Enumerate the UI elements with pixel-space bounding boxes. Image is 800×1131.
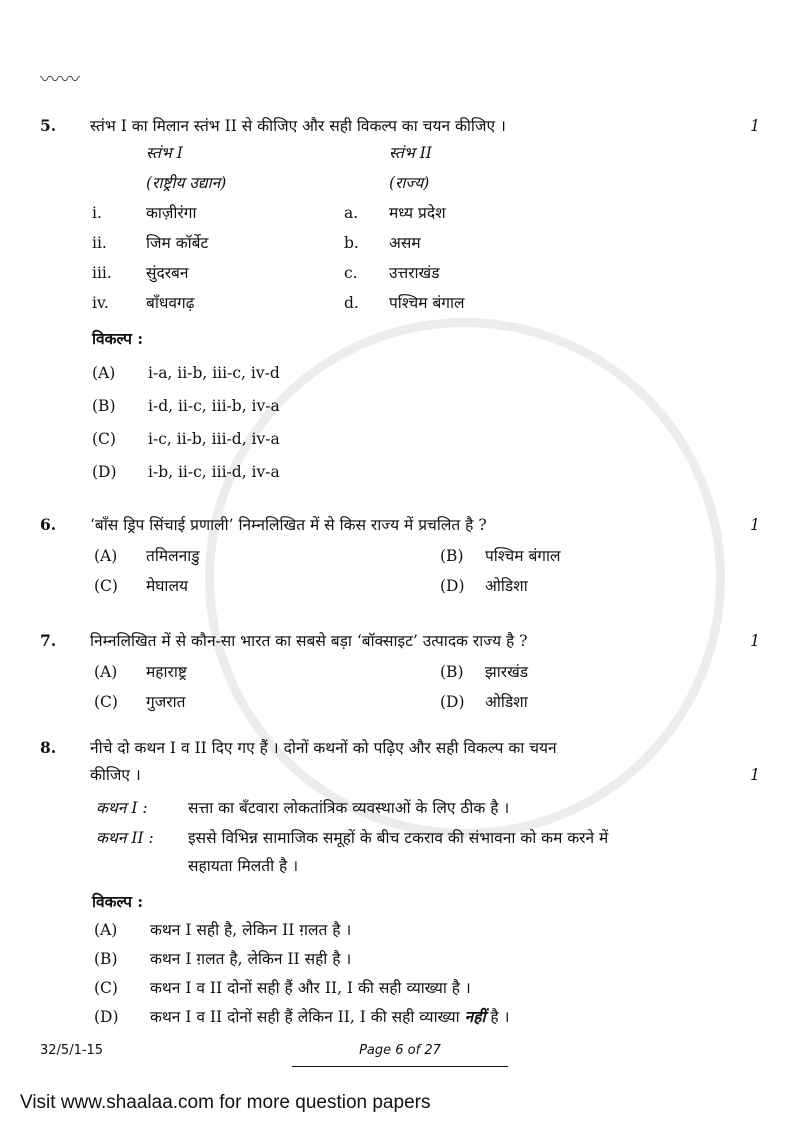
option-text: कथन I व II दोनों सही हैं और II, I की सही व्याख्या है । xyxy=(150,979,471,997)
visit-link[interactable]: Visit www.shaalaa.com for more question papers xyxy=(20,1092,431,1113)
question-6 xyxy=(40,514,760,536)
question-8 xyxy=(40,737,760,786)
option-text: i-b, ii-c, iii-d, iv-a xyxy=(148,463,280,481)
option-label: (A) xyxy=(94,921,118,939)
question-marks: 1 xyxy=(750,516,760,534)
row-label: d. xyxy=(344,294,359,312)
match-table xyxy=(92,142,760,314)
option-label: (B) xyxy=(440,547,464,565)
option-label: (D) xyxy=(440,577,465,595)
column-1-title: स्तंभ I xyxy=(146,144,183,162)
statement-2 xyxy=(96,827,760,877)
column-2-subtitle: (राज्य) xyxy=(389,174,430,192)
question-marks: 1 xyxy=(750,766,760,784)
row-item: असम xyxy=(389,234,421,252)
option-label: (C) xyxy=(94,693,118,711)
option-text: गुजरात xyxy=(146,693,186,711)
option-label: (A) xyxy=(94,547,118,565)
option-text: ओडिशा xyxy=(485,577,528,595)
options-label: विकल्प : xyxy=(92,892,144,911)
row-item: पश्चिम बंगाल xyxy=(389,294,465,312)
row-label: i. xyxy=(92,204,102,222)
option-text-emphasis: नहीं xyxy=(464,1007,486,1026)
row-item: सुंदरबन xyxy=(146,264,189,282)
options-list xyxy=(94,919,760,1028)
statement-2-block xyxy=(188,827,760,877)
question-text-cont: कीजिए । xyxy=(90,766,141,784)
row-item: मध्य प्रदेश xyxy=(389,204,446,222)
option-text-main: कथन I व II दोनों सही हैं लेकिन II, I की सही व्याख्या xyxy=(150,1008,460,1026)
option-label: (C) xyxy=(94,979,118,997)
row-label: c. xyxy=(344,264,358,282)
statement-2-text: इससे विभिन्न सामाजिक समूहों के बीच टकराव की संभावना को कम करने में xyxy=(188,829,609,847)
option-text: पश्चिम बंगाल xyxy=(485,547,561,565)
row-item: काज़ीरंगा xyxy=(146,204,197,222)
statement-1 xyxy=(96,797,760,819)
question-number: 5. xyxy=(40,116,57,135)
option-text xyxy=(150,1006,760,1028)
option-label: (C) xyxy=(92,430,116,448)
option-label: (D) xyxy=(94,1008,119,1026)
options-list xyxy=(94,545,760,597)
question-number: 7. xyxy=(40,631,57,650)
row-item: जिम कॉर्बेट xyxy=(146,234,209,252)
option-label: (A) xyxy=(94,663,118,681)
question-text: नीचे दो कथन I व II दिए गए हैं । दोनों कथनों को पढ़िए और सही विकल्प का चयन xyxy=(90,739,557,757)
question-marks: 1 xyxy=(750,117,760,135)
option-text: ओडिशा xyxy=(485,693,528,711)
options-list xyxy=(94,661,760,713)
option-text: i-a, ii-b, iii-c, iv-d xyxy=(148,364,280,382)
option-text: झारखंड xyxy=(485,663,529,681)
option-text: तमिलनाडु xyxy=(146,547,200,565)
column-1-subtitle: (राष्ट्रीय उद्यान) xyxy=(146,174,227,192)
question-7 xyxy=(40,630,760,652)
statement-2-label: कथन II : xyxy=(96,829,154,847)
options-list xyxy=(92,362,760,483)
squiggle-mark: 〰〰 xyxy=(40,67,80,91)
statement-2-text-cont: सहायता मिलती है । xyxy=(188,857,299,875)
footer xyxy=(40,1042,760,1067)
row-label: iv. xyxy=(92,294,109,312)
row-item: बाँधवगढ़ xyxy=(146,294,195,312)
row-item: उत्तराखंड xyxy=(389,264,440,282)
row-label: ii. xyxy=(92,234,107,252)
option-label: (B) xyxy=(440,663,464,681)
question-5 xyxy=(40,115,760,137)
option-label: (B) xyxy=(92,397,116,415)
statement-1-text: सत्ता का बँटवारा लोकतांत्रिक व्यवस्थाओं के लिए ठीक है । xyxy=(188,799,510,817)
option-text: महाराष्ट्र xyxy=(146,663,187,681)
statement-1-label: कथन I : xyxy=(96,799,148,817)
option-label: (D) xyxy=(440,693,465,711)
question-text: स्तंभ I का मिलान स्तंभ II से कीजिए और सही विकल्प का चयन कीजिए । xyxy=(90,117,506,135)
option-text: i-c, ii-b, iii-d, iv-a xyxy=(148,430,280,448)
row-label: a. xyxy=(344,204,359,222)
question-number: 8. xyxy=(40,738,57,757)
row-label: b. xyxy=(344,234,359,252)
option-label: (A) xyxy=(92,364,116,382)
option-label: (B) xyxy=(94,950,118,968)
option-text: i-d, ii-c, iii-b, iv-a xyxy=(148,397,280,415)
question-number: 6. xyxy=(40,515,57,534)
option-text-end: है । xyxy=(485,1008,510,1026)
column-2-title: स्तंभ II xyxy=(389,144,432,162)
question-marks: 1 xyxy=(750,632,760,650)
option-text: मेघालय xyxy=(146,577,188,595)
question-text: निम्नलिखित में से कौन-सा भारत का सबसे बड़ा ‘बॉक्साइट’ उत्पादक राज्य है ? xyxy=(90,632,528,650)
paper-code: 32/5/1-15 xyxy=(40,1043,104,1058)
option-text: कथन I सही है, लेकिन II ग़लत है । xyxy=(150,921,352,939)
option-label: (D) xyxy=(92,463,117,481)
question-text: ‘बाँस ड्रिप सिंचाई प्रणाली’ निम्नलिखित में से किस राज्य में प्रचलित है ? xyxy=(90,516,487,534)
option-label: (C) xyxy=(94,577,118,595)
page-number: Page 6 of 27 xyxy=(292,1042,508,1067)
options-label: विकल्प : xyxy=(92,329,144,348)
row-label: iii. xyxy=(92,264,112,282)
option-text: कथन I ग़लत है, लेकिन II सही है । xyxy=(150,950,352,968)
question-text-block xyxy=(90,737,730,786)
